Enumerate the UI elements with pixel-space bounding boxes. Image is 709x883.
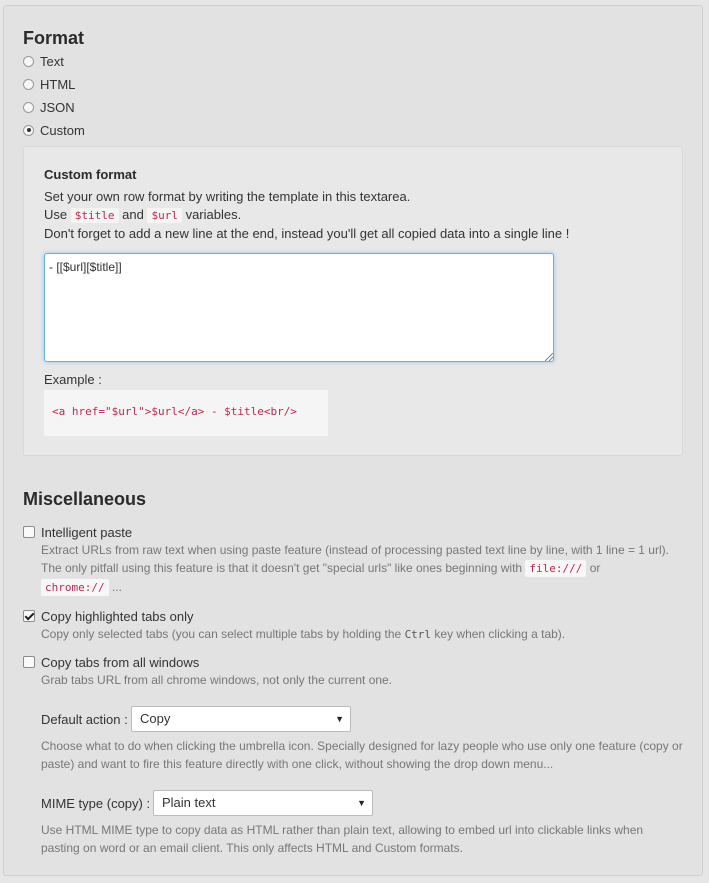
intelligent-paste-checkbox[interactable] — [23, 526, 35, 538]
highlighted-tabs-checkbox[interactable] — [23, 610, 35, 622]
default-action-help-1: Choose what to do when clicking the umbrella icon. Specially designed for lazy people who use only one feature (copy or — [41, 739, 683, 753]
highlighted-tabs-label: Copy highlighted tabs only — [41, 608, 194, 624]
chevron-down-icon: ▼ — [357, 798, 366, 808]
custom-format-desc-1: Set your own row format by writing the template in this textarea. — [44, 189, 411, 204]
intelligent-paste-help-1: Extract URLs from raw text when using paste feature (instead of processing pasted text line by line, with 1 line = 1 url). — [41, 543, 669, 557]
radio-custom-button[interactable] — [23, 125, 34, 136]
example-code: <a href="$url">$url</a> - $title<br/> — [44, 390, 328, 436]
radio-html-button[interactable] — [23, 79, 34, 90]
mime-type-value: Plain text — [162, 795, 216, 810]
example-label: Example : — [44, 372, 102, 387]
ctrl-key-code: Ctrl — [404, 628, 432, 641]
all-windows-checkbox[interactable] — [23, 656, 35, 668]
default-action-label: Default action : — [41, 712, 128, 727]
custom-format-box — [23, 146, 683, 456]
misc-heading: Miscellaneous — [23, 489, 147, 509]
custom-format-textarea[interactable]: - [[$url][$title]] — [44, 253, 554, 362]
intelligent-paste-help-2-text: The only pitfall using this feature is that it doesn't get "special urls" like ones beginning with — [41, 561, 523, 575]
chevron-down-icon: ▼ — [335, 714, 344, 724]
mime-type-help-2: pasting on word or an email client. This only affects HTML and Custom formats. — [41, 841, 463, 855]
format-heading: Format — [23, 28, 85, 48]
custom-format-title: Custom format — [44, 167, 137, 182]
highlighted-help-post: key when clicking a tab). — [434, 627, 566, 641]
file-scheme-code: file:/// — [525, 560, 586, 577]
textarea-resize-handle[interactable] — [545, 353, 553, 361]
intelligent-paste-help-ellipsis: ... — [111, 580, 122, 594]
custom-format-desc-2 — [44, 207, 241, 222]
intelligent-paste-help-or: or — [589, 561, 601, 575]
desc-use: Use — [44, 207, 68, 222]
mime-type-select[interactable] — [153, 790, 373, 816]
radio-text[interactable] — [23, 52, 64, 70]
intelligent-paste-option[interactable] — [23, 523, 132, 541]
var-title-code: $title — [71, 208, 119, 223]
radio-custom[interactable] — [23, 121, 85, 139]
highlighted-tabs-option[interactable] — [23, 607, 194, 625]
radio-text-label: Text — [40, 53, 64, 69]
var-url-code: $url — [147, 208, 182, 223]
radio-custom-label: Custom — [40, 122, 85, 138]
default-action-value: Copy — [140, 711, 171, 726]
desc-and: and — [122, 207, 144, 222]
all-windows-label: Copy tabs from all windows — [41, 654, 200, 670]
all-windows-help: Grab tabs URL from all chrome windows, not only the current one. — [41, 673, 393, 687]
intelligent-paste-help-2 — [41, 561, 600, 575]
radio-json-button[interactable] — [23, 102, 34, 113]
custom-format-desc-3: Don't forget to add a new line at the end, instead you'll get all copied data into a single line ! — [44, 226, 570, 241]
radio-json[interactable] — [23, 98, 75, 116]
intelligent-paste-help-3 — [41, 580, 122, 594]
chrome-scheme-code: chrome:// — [41, 579, 109, 596]
options-panel — [3, 5, 703, 876]
all-windows-option[interactable] — [23, 653, 199, 671]
highlighted-tabs-help — [41, 627, 565, 641]
radio-html-label: HTML — [40, 76, 76, 92]
mime-type-help-1: Use HTML MIME type to copy data as HTML rather than plain text, allowing to embed url into clickable links when — [41, 823, 644, 837]
intelligent-paste-label: Intelligent paste — [41, 524, 133, 540]
default-action-select[interactable] — [131, 706, 351, 732]
mime-type-label: MIME type (copy) : — [41, 796, 151, 811]
highlighted-help-pre: Copy only selected tabs (you can select multiple tabs by holding the — [41, 627, 402, 641]
radio-json-label: JSON — [40, 99, 75, 115]
desc-variables: variables. — [185, 207, 242, 222]
radio-html[interactable] — [23, 75, 75, 93]
radio-text-button[interactable] — [23, 56, 34, 67]
default-action-help-2: paste) and want to fire this feature directly with one click, without showing the drop down menu... — [41, 757, 554, 771]
